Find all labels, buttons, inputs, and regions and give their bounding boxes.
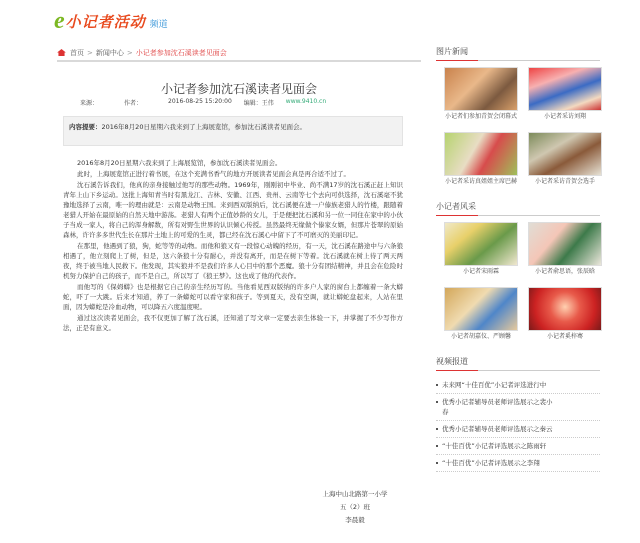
article-paragraph: 此时，上海展览馆正进行着书展，在这个充满书香气的地方开展读者见面会真是再合适不过了。: [77, 170, 350, 178]
signature-author: 李晨毅: [345, 516, 365, 524]
video-report-list: [436, 377, 600, 472]
breadcrumb-separator: >: [126, 48, 133, 57]
reporter-caption[interactable]: 小记者胡嘉仪、严顾馨: [450, 333, 511, 340]
reporter-style-item[interactable]: [444, 222, 518, 285]
video-report-item-text[interactable]: 春: [442, 408, 449, 416]
signature-school: 上海中山北路第一小学: [322, 490, 388, 498]
logo-subtitle: 频道: [149, 20, 168, 30]
photo-news-title: 图片新闻: [436, 46, 600, 61]
summary-text: 2016年8月20日星期六我来到了上海展览馆，参加沈石溪读者见面会。: [101, 123, 306, 131]
photo-news-grid: [444, 67, 600, 195]
photo-news-image[interactable]: [444, 67, 518, 111]
reporter-photo[interactable]: [528, 287, 602, 331]
photo-news-caption[interactable]: 小记者采访真姐姐主席巴赫: [444, 178, 517, 185]
reporter-photo[interactable]: [444, 222, 518, 266]
video-report-item[interactable]: “十佳百优”小记者评选展示之陈雨轩: [436, 438, 600, 455]
photo-news-item[interactable]: [528, 132, 602, 195]
video-report-item[interactable]: 优秀小记者辅导员老师评选展示之秦云: [436, 421, 600, 438]
logo-title: 小记者活动: [65, 12, 146, 31]
reporter-style-item[interactable]: [528, 287, 602, 350]
article-meta: [80, 98, 420, 107]
publish-date: 2016-08-25 15:20:00: [168, 98, 232, 105]
video-report-title: 视频报道: [436, 356, 600, 371]
breadcrumb: [57, 48, 421, 62]
photo-news-image[interactable]: [444, 132, 518, 176]
photo-news-item[interactable]: [444, 132, 518, 195]
article-paragraph: 而他写的《保姆蟒》也是根据它自己的亲生经历写的。当他看见西双版纳的许多户人家的窗台上都缠着一条大蟒蛇，吓了一大跳。后来才知道，养了一条蟒蛇可以看守家和孩子。等到夏天，没有空调，就让蟒蛇盘起来，人站在里面，因为蟒蛇是冷血动物，可以降五六度温度呢。: [63, 283, 403, 311]
reporter-style-item[interactable]: [444, 287, 518, 350]
photo-news-caption[interactable]: 小记者们参加青贺会闭幕式: [444, 113, 517, 120]
reporter-style-grid: [444, 222, 600, 350]
sidebar: [436, 46, 600, 472]
reporter-photo[interactable]: [528, 222, 602, 266]
breadcrumb-home[interactable]: 首页: [70, 48, 84, 57]
article-summary: [63, 116, 403, 146]
breadcrumb-news-center[interactable]: 新闻中心: [95, 48, 124, 57]
photo-news-item[interactable]: [444, 67, 518, 130]
article-title: 小记者参加沈石溪读者见面会: [160, 82, 317, 96]
summary-label: 内容提要：: [69, 123, 102, 131]
home-icon: [57, 49, 66, 56]
photo-news-item[interactable]: [528, 67, 602, 130]
video-report-item[interactable]: 未来网“十佳百优”小记者评选进行中: [436, 377, 600, 394]
video-report-item[interactable]: [436, 394, 600, 421]
article-paragraph: 2016年8月20日星期六我来到了上海展览馆，参加沈石溪读者见面会。: [77, 159, 282, 167]
article-paragraph: 通过这次读者见面会，我不仅更加了解了沈石溪，还知道了写文章一定要去亲生体验一下，并掌握了不少写作方法，正是有意义。: [63, 314, 403, 332]
reporter-photo[interactable]: [444, 287, 518, 331]
site-url[interactable]: www.9410.cn: [285, 98, 327, 105]
video-report-item[interactable]: “十佳百优”小记者评选展示之李翔: [436, 455, 600, 472]
breadcrumb-separator: >: [87, 48, 93, 57]
video-report-item-text[interactable]: 优秀小记者辅导员老师评选展示之裴小: [442, 398, 553, 406]
photo-news-image[interactable]: [528, 132, 602, 176]
source-label: 来源：: [80, 100, 99, 107]
site-logo[interactable]: [54, 8, 168, 34]
article-signature: [295, 488, 415, 527]
reporter-style-item[interactable]: [528, 222, 602, 285]
reporter-caption[interactable]: 小记者宋雨霖: [462, 268, 499, 275]
photo-news-image[interactable]: [528, 67, 602, 111]
article-paragraph: 沈石溪告诉我们，他真的亲身接触过他写的那些动物。1969年，刚刚初中毕业、尚不满17岁的沈石溪正赶上知识青年上山下乡运动。这批上海知青当时有黑龙江、吉林、安徽、江西、贵州、云南等七个去向可供选择，沈石溪毫不犹豫地选择了云南，唯一的理由就是：云南是动物王国。来到西双版纳后，沈石溪便在进一户傣族老猎人的竹楼，跟随着老猎人开始在最原始的自然天地中游荡。老猎人有两个正值妙龄的女儿，于是便把沈石溪和另一位一同住在家中的小伙子当成一家人，将自己的浑身解数，所有对野生世界的认识倾心传授。虽然最终无缘做个傣家女婿，但那片苍翠的原始森林，许许多多世代生长在那片土地上的可爱的生灵，都已经在沈石溪心中留下了不可磨灭的美丽印记。: [63, 181, 403, 239]
article-body: [63, 158, 403, 334]
editor-name: 王伟: [261, 100, 274, 107]
breadcrumb-current: 小记者参加沈石溪读者见面会: [135, 48, 227, 57]
article-paragraph: 在那里，他遇到了狼，狗，蛇等等的动物。而他和狼又有一段惊心动魄的经历，有一天，沈石溪在路途中与六条狼相遇了，他立刻爬上了树，但是，这六条狼十分有耐心，并没有离开，而是在树下等着。沈石溪就在树上待了两天两夜，终于被当地人民救下。他发现，其实狼并不是我们许多人心目中的那个恶魔。狼十分有团结精神，并且会在危险时机努力保护自己的孩子，而不是自己，所以写了《狼王梦》。这也成了他的代表作。: [63, 242, 403, 280]
author-label: 作者：: [124, 100, 143, 107]
photo-news-caption[interactable]: 小记者采访青贺会选手: [534, 178, 595, 185]
signature-class: 五（2）班: [339, 503, 371, 511]
reporter-caption[interactable]: 小记者俞思语，张辰晗: [534, 268, 595, 275]
logo-e-mark: e: [54, 8, 65, 34]
reporter-caption[interactable]: 小记者奚梓骞: [546, 333, 583, 340]
editor-label: 编辑：: [243, 100, 262, 107]
reporter-style-title: 小记者风采: [436, 201, 600, 216]
photo-news-caption[interactable]: 小记者采访刘翔: [543, 113, 586, 120]
